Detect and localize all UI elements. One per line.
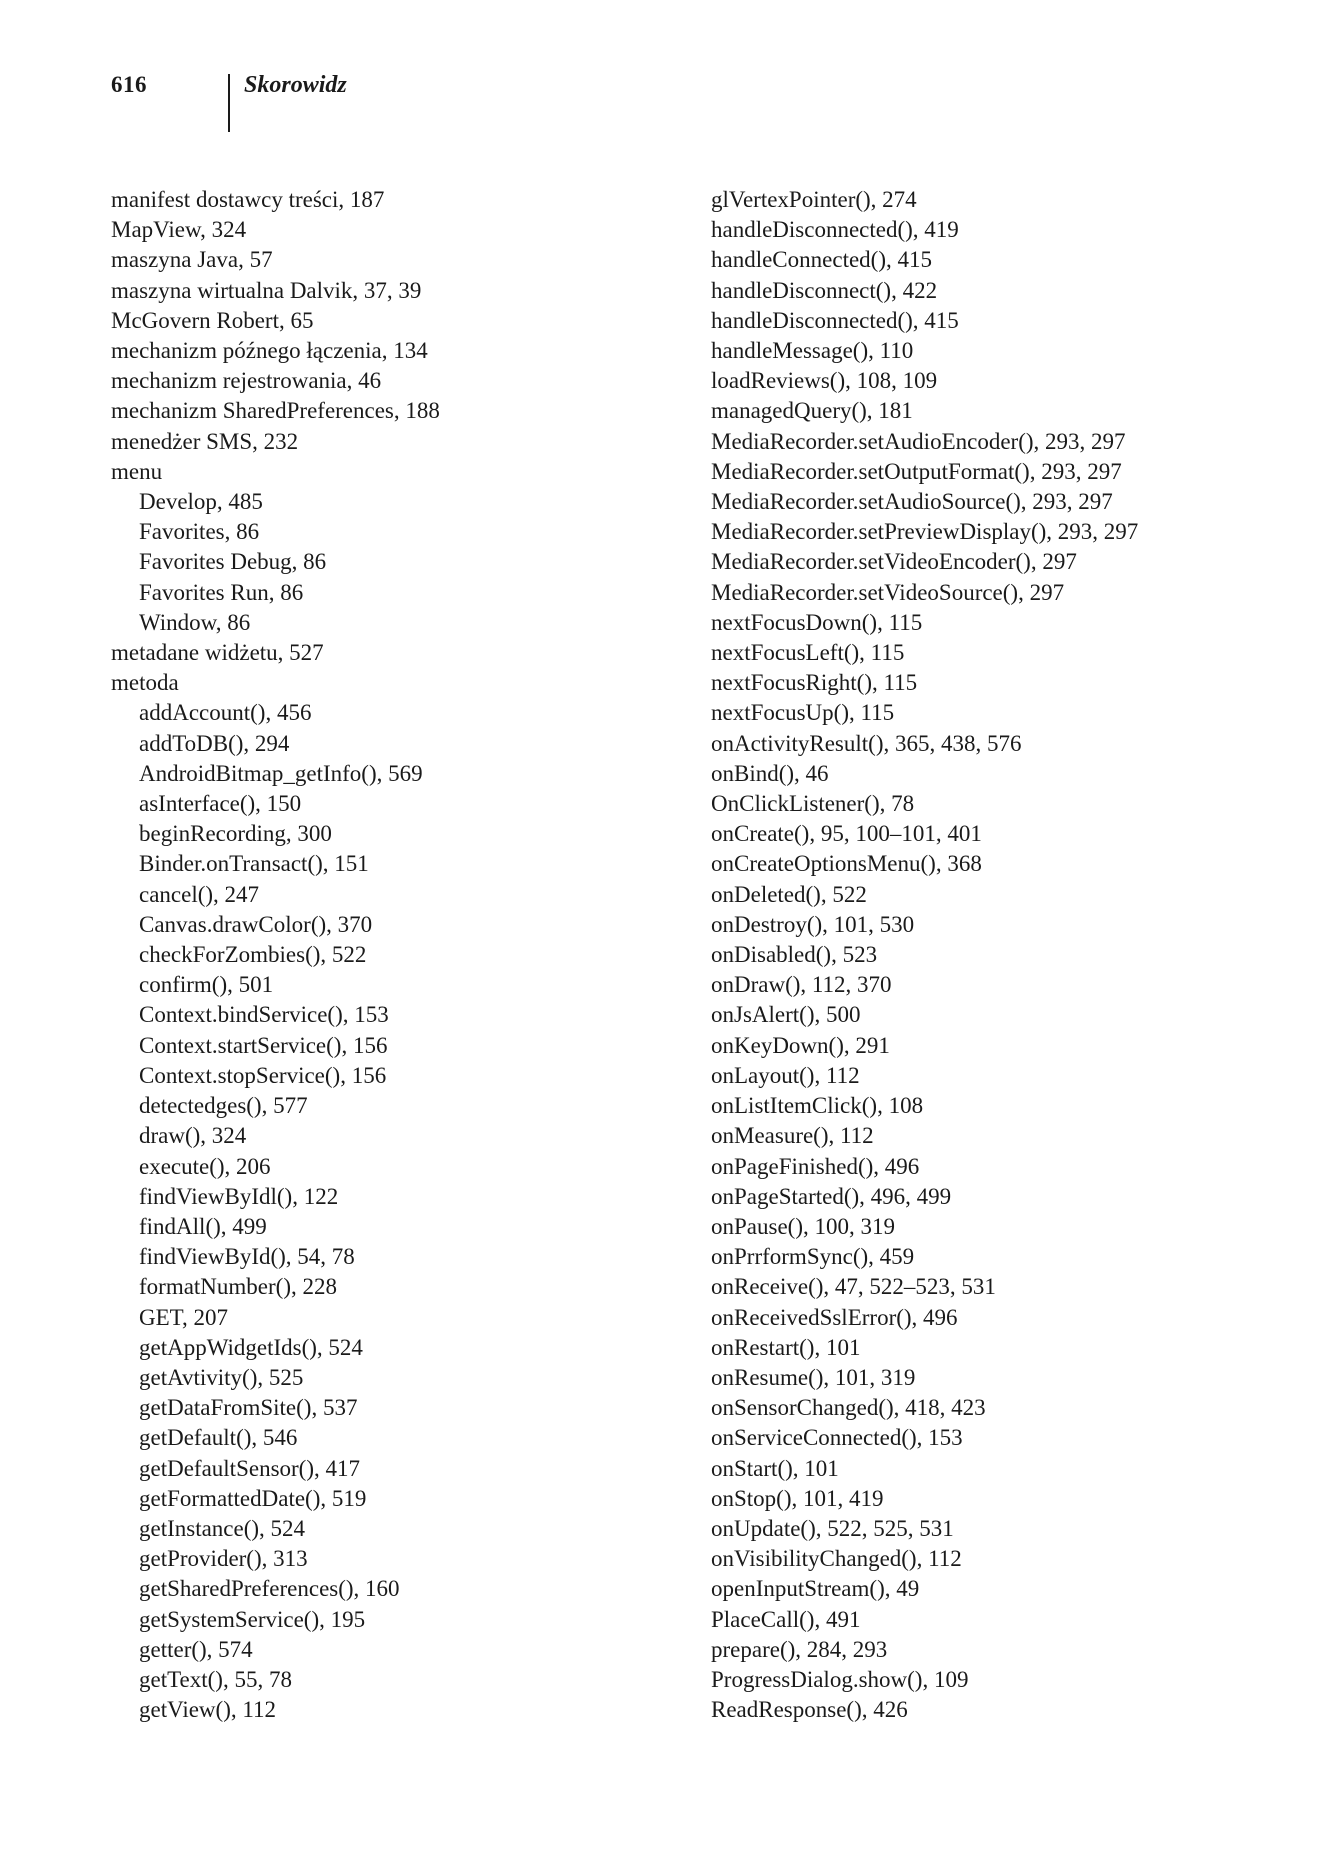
index-entry: nextFocusUp(), 115 — [711, 700, 895, 726]
index-entry: onListItemClick(), 108 — [711, 1093, 924, 1119]
index-subentry: getProvider(), 313 — [139, 1546, 308, 1572]
index-subentry: getInstance(), 524 — [139, 1515, 306, 1541]
index-entry: handleMessage(), 110 — [711, 338, 914, 364]
index-subentry: draw(), 324 — [139, 1123, 247, 1149]
index-subentry: getDefaultSensor(), 417 — [139, 1455, 360, 1481]
index-entry: McGovern Robert, 65 — [111, 307, 314, 333]
index-subentry: Window, 86 — [139, 609, 251, 635]
index-entry: menu — [111, 458, 163, 484]
index-entry: PlaceCall(), 491 — [711, 1606, 861, 1632]
index-subentry: getSharedPreferences(), 160 — [139, 1576, 400, 1602]
index-subentry: getText(), 55, 78 — [139, 1666, 292, 1692]
index-entry: onCreateOptionsMenu(), 368 — [711, 851, 982, 877]
index-entry: onStop(), 101, 419 — [711, 1485, 884, 1511]
index-subentry: findViewById(), 54, 78 — [139, 1244, 355, 1270]
index-entry: onReceive(), 47, 522–523, 531 — [711, 1274, 996, 1300]
running-title: Skorowidz — [244, 72, 347, 98]
index-entry: MediaRecorder.setOutputFormat(), 293, 297 — [711, 458, 1122, 484]
index-entry: MapView, 324 — [111, 217, 247, 243]
index-entry: MediaRecorder.setVideoSource(), 297 — [711, 579, 1065, 605]
index-entry: MediaRecorder.setAudioSource(), 293, 297 — [711, 489, 1113, 515]
index-subentry: getter(), 574 — [139, 1636, 253, 1662]
index-subentry: formatNumber(), 228 — [139, 1274, 337, 1300]
index-subentry: Binder.onTransact(), 151 — [139, 851, 369, 877]
index-subentry: Context.stopService(), 156 — [139, 1062, 387, 1088]
index-subentry: beginRecording, 300 — [139, 821, 332, 847]
page-number: 616 — [111, 72, 147, 97]
index-entry: onRestart(), 101 — [711, 1334, 861, 1360]
index-entry: manifest dostawcy treści, 187 — [111, 187, 385, 212]
index-subentry: getSystemService(), 195 — [139, 1606, 366, 1632]
index-subentry: addAccount(), 456 — [139, 700, 312, 726]
index-column-left — [111, 185, 671, 1725]
index-subentry: Context.bindService(), 153 — [139, 1002, 389, 1028]
index-entry: handleDisconnected(), 419 — [711, 217, 959, 243]
index-entry: mechanizm rejestrowania, 46 — [111, 368, 382, 394]
index-subentry: Favorites Debug, 86 — [139, 549, 327, 575]
index-subentry: getFormattedDate(), 519 — [139, 1485, 367, 1511]
index-subentry: asInterface(), 150 — [139, 791, 302, 817]
index-subentry: checkForZombies(), 522 — [139, 942, 367, 968]
index-entry: onDraw(), 112, 370 — [711, 972, 892, 998]
index-entry: onActivityResult(), 365, 438, 576 — [711, 730, 1022, 756]
index-entry: handleDisconnect(), 422 — [711, 277, 938, 303]
index-entry: onVisibilityChanged(), 112 — [711, 1546, 962, 1572]
index-subentry: getDefault(), 546 — [139, 1425, 298, 1451]
index-entry: prepare(), 284, 293 — [711, 1636, 888, 1662]
index-subentry: Canvas.drawColor(), 370 — [139, 911, 373, 937]
index-entry: onPause(), 100, 319 — [711, 1213, 895, 1239]
index-entry: loadReviews(), 108, 109 — [711, 368, 938, 394]
index-entry: glVertexPointer(), 274 — [711, 187, 917, 212]
index-entry: onResume(), 101, 319 — [711, 1364, 916, 1390]
index-entry: MediaRecorder.setVideoEncoder(), 297 — [711, 549, 1077, 575]
index-entry: onSensorChanged(), 418, 423 — [711, 1395, 986, 1421]
index-entry: onKeyDown(), 291 — [711, 1032, 890, 1058]
index-subentry: GET, 207 — [139, 1304, 229, 1330]
index-entry: onPageStarted(), 496, 499 — [711, 1183, 952, 1209]
index-entry: onServiceConnected(), 153 — [711, 1425, 963, 1451]
index-subentry: Develop, 485 — [139, 489, 263, 515]
index-entry: MediaRecorder.setAudioEncoder(), 293, 297 — [711, 428, 1126, 454]
index-entry: managedQuery(), 181 — [711, 398, 913, 424]
index-subentry: getAppWidgetIds(), 524 — [139, 1334, 363, 1360]
header-divider — [228, 74, 230, 132]
index-subentry: AndroidBitmap_getInfo(), 569 — [139, 760, 423, 786]
index-entry: onDeleted(), 522 — [711, 881, 867, 907]
index-entry: onStart(), 101 — [711, 1455, 839, 1481]
index-entry: onPrrformSync(), 459 — [711, 1244, 915, 1270]
index-entry: onReceivedSslError(), 496 — [711, 1304, 958, 1330]
index-entry: onBind(), 46 — [711, 760, 829, 786]
index-subentry: getDataFromSite(), 537 — [139, 1395, 358, 1421]
index-entry: onJsAlert(), 500 — [711, 1002, 861, 1028]
index-subentry: Context.startService(), 156 — [139, 1032, 388, 1058]
index-subentry: findAll(), 499 — [139, 1213, 267, 1239]
index-subentry: Favorites, 86 — [139, 519, 260, 545]
index-entry: metoda — [111, 670, 179, 696]
index-subentry: execute(), 206 — [139, 1153, 271, 1179]
index-entry: ReadResponse(), 426 — [711, 1697, 908, 1723]
index-entry: handleDisconnected(), 415 — [711, 307, 959, 333]
index-entry: nextFocusDown(), 115 — [711, 609, 923, 635]
index-entry: mechanizm SharedPreferences, 188 — [111, 398, 440, 424]
index-entry: onPageFinished(), 496 — [711, 1153, 920, 1179]
index-entry: onUpdate(), 522, 525, 531 — [711, 1515, 954, 1541]
index-entry: maszyna Java, 57 — [111, 247, 273, 273]
index-entry: handleConnected(), 415 — [711, 247, 932, 273]
index-entry: onLayout(), 112 — [711, 1062, 860, 1088]
index-entry: metadane widżetu, 527 — [111, 640, 324, 666]
index-entry: menedżer SMS, 232 — [111, 428, 299, 454]
index-entry: onDestroy(), 101, 530 — [711, 911, 915, 937]
index-entry: onMeasure(), 112 — [711, 1123, 874, 1149]
index-subentry: addToDB(), 294 — [139, 730, 290, 756]
index-subentry: detectedges(), 577 — [139, 1093, 308, 1119]
index-subentry: getView(), 112 — [139, 1697, 277, 1723]
index-entry: OnClickListener(), 78 — [711, 791, 915, 817]
index-subentry: confirm(), 501 — [139, 972, 274, 998]
index-entry: onDisabled(), 523 — [711, 942, 878, 968]
index-subentry: findViewByIdl(), 122 — [139, 1183, 339, 1209]
index-subentry: getAvtivity(), 525 — [139, 1364, 304, 1390]
index-entry: openInputStream(), 49 — [711, 1576, 920, 1602]
index-column-right — [711, 185, 1311, 1725]
index-subentry: Favorites Run, 86 — [139, 579, 304, 605]
index-entry: maszyna wirtualna Dalvik, 37, 39 — [111, 277, 422, 303]
index-subentry: cancel(), 247 — [139, 881, 260, 907]
index-entry: MediaRecorder.setPreviewDisplay(), 293, 297 — [711, 519, 1139, 545]
index-entry: ProgressDialog.show(), 109 — [711, 1666, 969, 1692]
index-entry: nextFocusRight(), 115 — [711, 670, 918, 696]
index-entry: onCreate(), 95, 100–101, 401 — [711, 821, 982, 847]
index-entry: mechanizm późnego łączenia, 134 — [111, 338, 428, 364]
index-entry: nextFocusLeft(), 115 — [711, 640, 905, 666]
